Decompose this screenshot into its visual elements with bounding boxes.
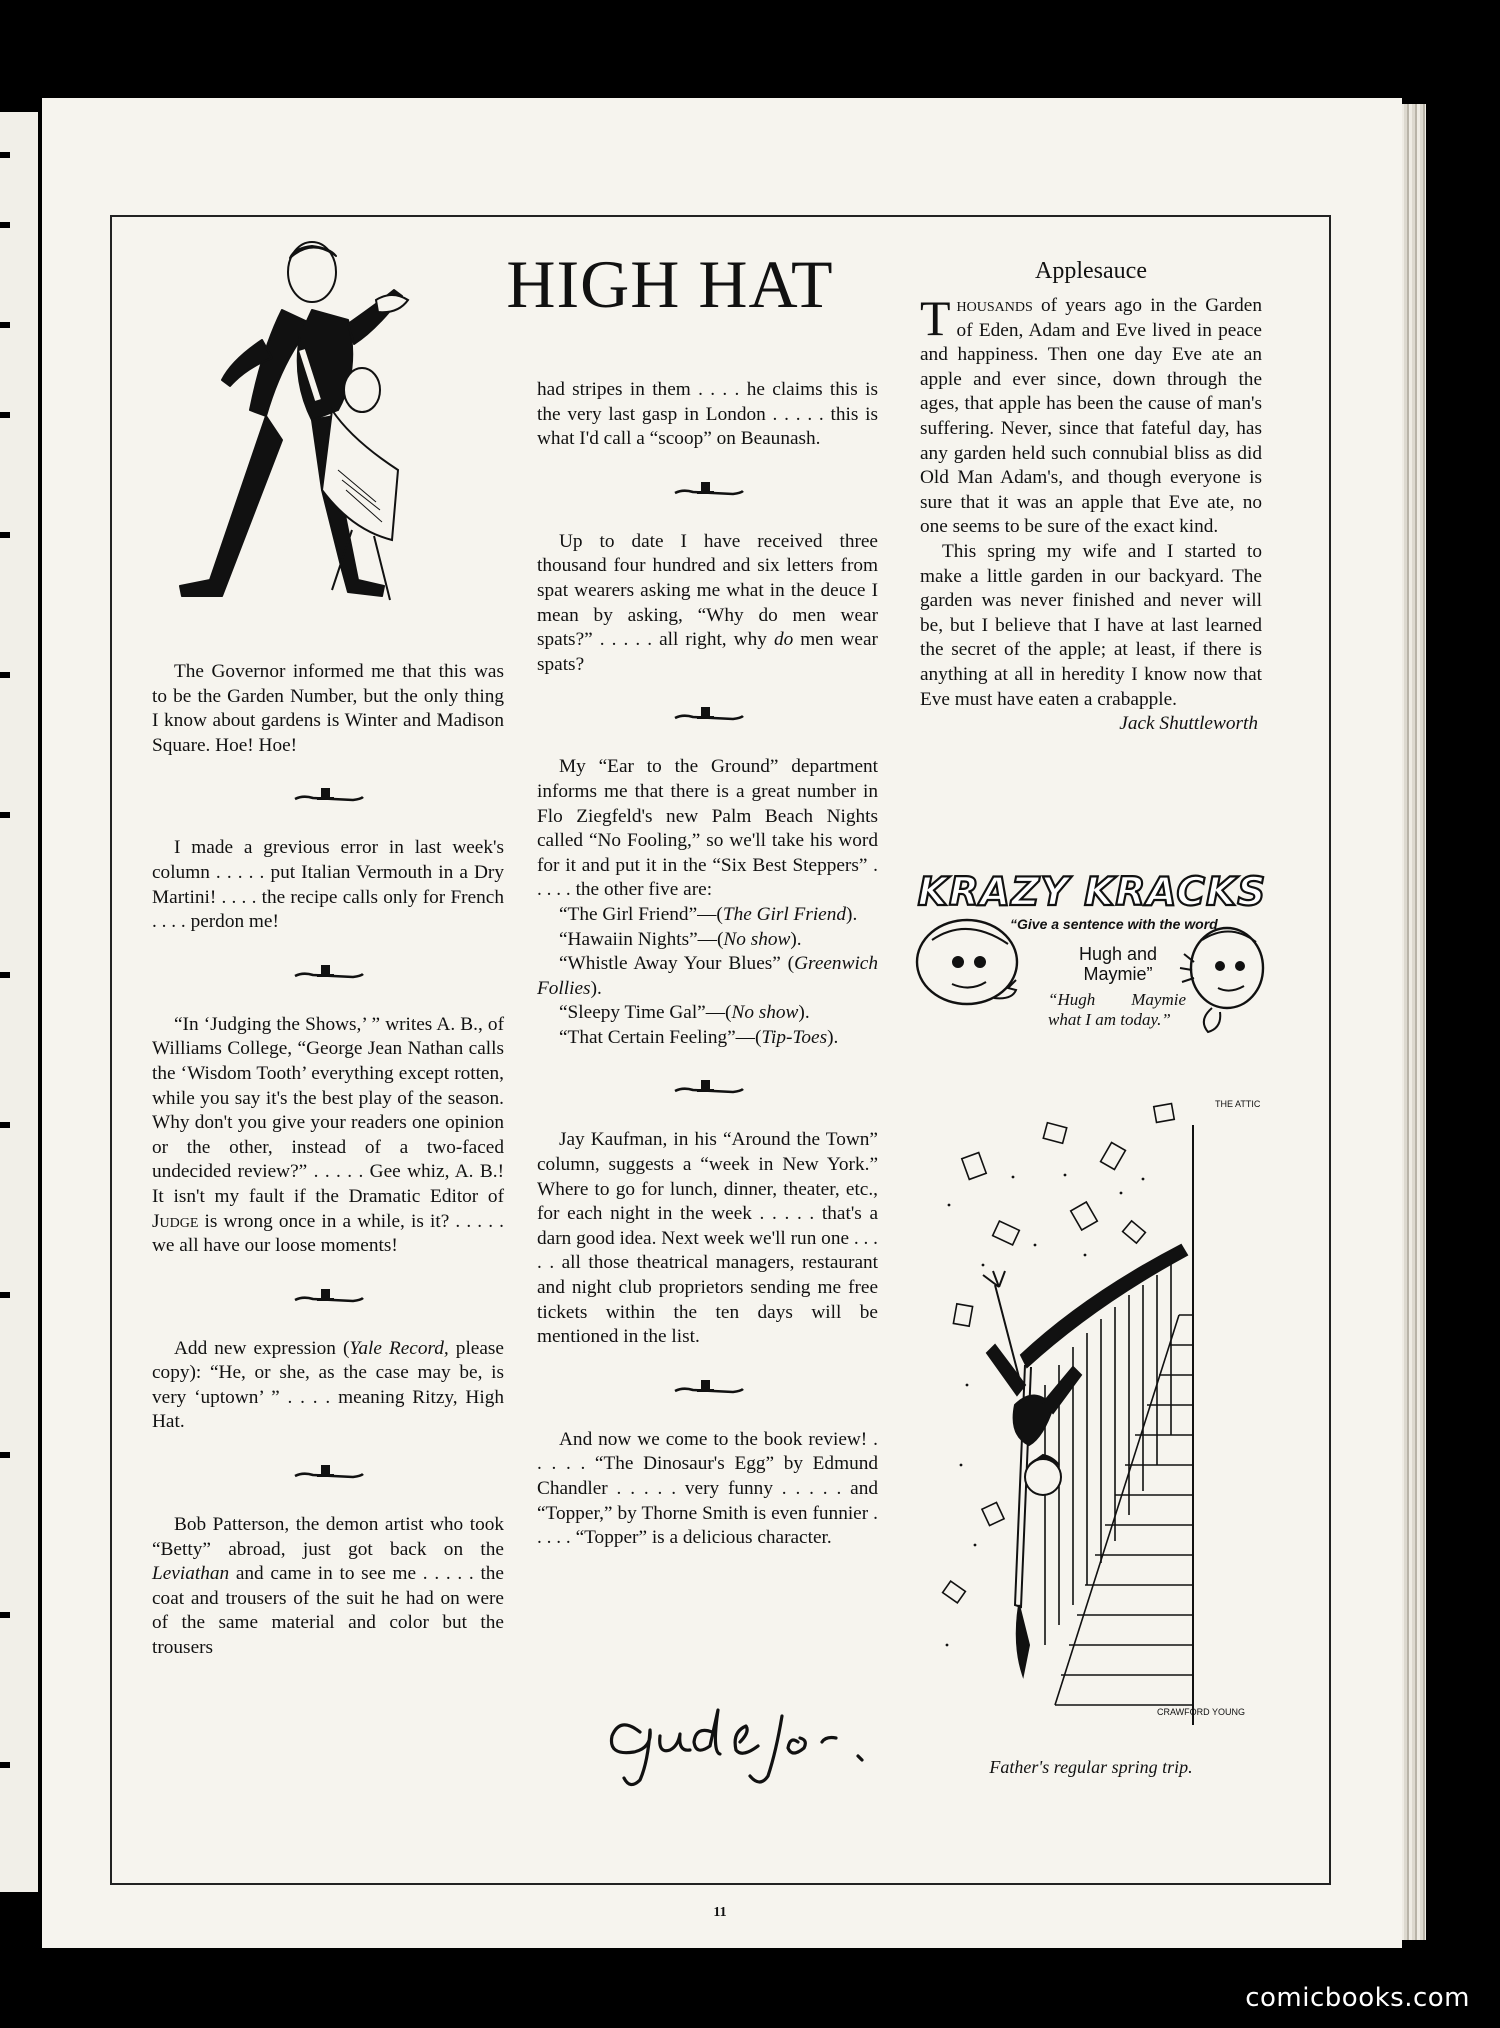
watermark: comicbooks.com (1245, 1983, 1470, 2013)
hat-cane-divider (537, 1350, 878, 1428)
column-left (152, 660, 504, 1661)
hat-cane-divider (537, 452, 878, 530)
paragraph: Thousands of years ago in the Garden of Eden, Adam and Eve lived in peace and happiness. Then one day Eve ate an apple and ever since, down through the ages, that apple has been the cause of man's suffering. Never, since that fateful day, has any garden held such connubial bliss as did Old Man Adam's, and though everyone is sure that it was an apple that Eve ate, no one seems to be sure of the exact kind. (920, 290, 1262, 538)
top-hat-cane-icon (291, 786, 365, 808)
page-number: 11 (713, 1905, 727, 1920)
hat-cane-divider (152, 935, 504, 1013)
article-title: Applesauce (1035, 258, 1147, 284)
hat-cane-divider (152, 1435, 504, 1513)
hat-cane-divider (537, 1050, 878, 1128)
top-hat-cane-icon (671, 705, 745, 727)
paragraph: Jay Kaufman, in his “Around the Town” column, suggests a “week in New York.” Where to go for lunch, dinner, theater, etc., for each night in the week . . . . . that's a darn good idea. Next week we'll run one . . . . . all those theatrical managers, restaurant and night club proprietors sending me free tickets within the ten days will be mentioned in the list. (537, 1129, 878, 1348)
top-hat-cane-icon (291, 1287, 365, 1309)
list-item: “Hawaiin Nights”—(No show). (559, 928, 802, 950)
list-item: “That Certain Feeling”—(Tip-Toes). (559, 1026, 839, 1048)
comic-answer: “Hugh Maymie what I am today.” (1048, 990, 1186, 1029)
top-hat-cane-icon (291, 963, 365, 985)
article-author: Jack Shuttleworth (1119, 713, 1258, 735)
paragraph: This spring my wife and I started to make a little garden in our backyard. The garden was never finished and never will be, but I believe that I have at last learned the secret of the apple; at least, if there is anything at all in heredity I know now that Eve must have eaten a crabapple. Jack Shuttleworth (920, 540, 1262, 712)
paragraph: Bob Patterson, the demon artist who took “Betty” abroad, just got back on the Leviathan and came in to see me . . . . . the coat and trousers of the suit he had on were of the same material and color but the trousers (152, 1514, 504, 1659)
paragraph: Up to date I have received three thousand four hundred and six letters from spat wearers asking me what in the deuce I mean by asking, “Why do men wear spats?” . . . . . all right, why do men wear spats? (537, 530, 878, 675)
paragraph: The Governor informed me that this was to be the Garden Number, but the only thing I know about gardens is Winter and Madison Square. Hoe! Hoe! (152, 661, 504, 756)
list-item: “Sleepy Time Gal”—(No show). (559, 1002, 810, 1024)
falling-down-stairs-cartoon (925, 1085, 1265, 1735)
column-right (920, 290, 1262, 737)
cartoon-caption: Father's regular spring trip. (989, 1757, 1193, 1777)
comic-word: Hugh and Maymie” (1078, 944, 1158, 984)
hat-cane-divider (152, 1259, 504, 1337)
comic-title: KRAZY KRACKS (917, 870, 1267, 915)
list-item: “The Girl Friend”—(The Girl Friend). (559, 903, 858, 925)
comic-prompt: “Give a sentence with the word (1010, 916, 1218, 932)
paragraph: My “Ear to the Ground” department informs me that there is a great number in Flo Ziegfeld's new Palm Beach Nights called “No Fooling,” so we'll take his word for it and put it in the “Six Best Steppers” . . . . . the other five are: (537, 756, 878, 901)
artist-signature: CRAWFORD YOUNG (1157, 1707, 1246, 1717)
paragraph: Add new expression (Yale Record, please copy): “He, or she, as the case may be, is very ‘uptown’ ” . . . . meaning Ritzy, High Hat. (152, 1337, 504, 1433)
paragraph: “In ‘Judging the Shows,’ ” writes A. B., of Williams College, “George Jean Nathan calls the ‘Wisdom Tooth’ everything except rotten, while you say it's the best play of the season. Why don't you give your readers one opinion or the other, instead of a two-faced undecided review?” . . . . . Gee whiz, A. B.! It isn't my fault if the Dramatic Editor of Judge is wrong once in a while, is it? . . . . . we all have our loose moments! (152, 1013, 504, 1257)
paragraph: I made a grevious error in last week's column . . . . . put Italian Vermouth in a Dry Martini! . . . . the recipe calls only for French . . . . perdon me! (152, 837, 504, 933)
adjacent-page-edge (0, 112, 38, 1892)
hat-cane-divider (152, 758, 504, 836)
krazy-kracks-comic (912, 870, 1272, 1060)
list-item: “Whistle Away Your Blues” (Greenwich Follies). (537, 953, 878, 999)
judge-jr-signature (600, 1702, 890, 1792)
column-masthead: HIGH HAT (506, 246, 834, 322)
hat-cane-divider (537, 677, 878, 755)
top-hat-cane-icon (291, 1463, 365, 1485)
attic-sign: THE ATTIC (1215, 1099, 1261, 1109)
top-hat-cane-icon (671, 1078, 745, 1100)
paragraph: had stripes in them . . . . he claims this is the very last gasp in London . . . . . this is what I'd call a “scoop” on Beaunash. (537, 379, 878, 450)
dancing-couple-illustration (162, 240, 462, 620)
column-middle (537, 378, 878, 1551)
top-hat-cane-icon (671, 1378, 745, 1400)
drop-cap: T (920, 290, 951, 346)
paragraph: And now we come to the book review! . . . . . “The Dinosaur's Egg” by Edmund Chandler . . . . . very funny . . . . . and “Topper,” by Thorne Smith is even funnier . . . . . “Topper” is a delicious character. (537, 1428, 878, 1549)
top-hat-cane-icon (671, 480, 745, 502)
